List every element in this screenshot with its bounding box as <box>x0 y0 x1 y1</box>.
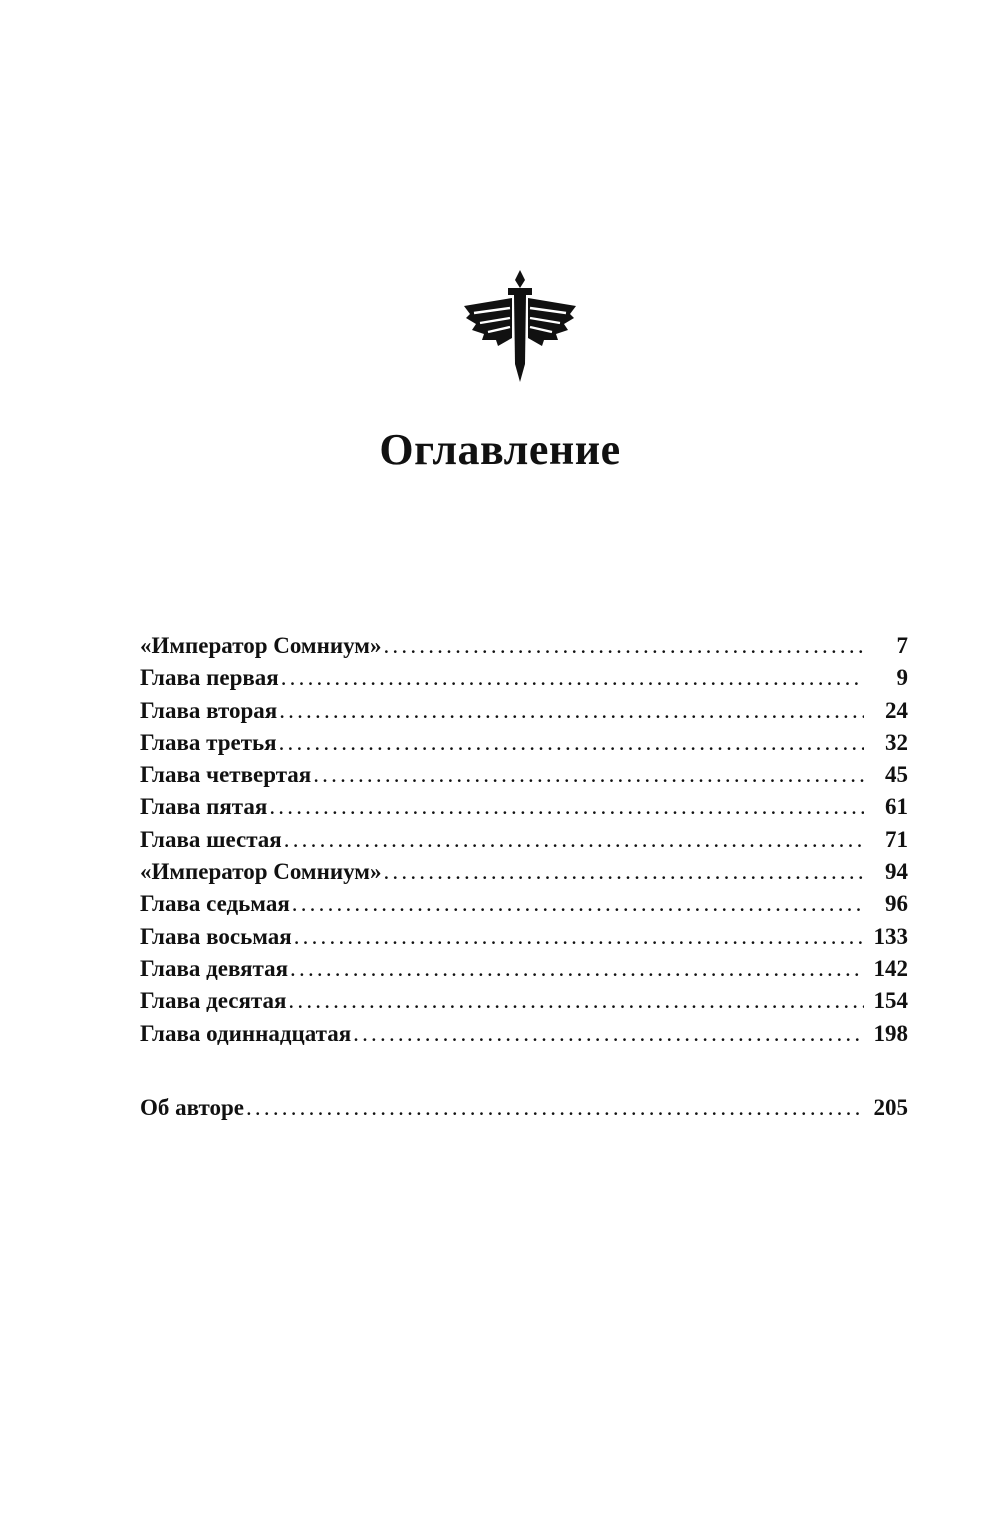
toc-dot-leader <box>294 921 864 953</box>
toc-entry-label: Глава одиннадцатая <box>140 1020 352 1046</box>
toc-dot-leader <box>290 953 864 985</box>
toc-entry <box>140 791 908 823</box>
toc-entry-page: 96 <box>885 891 908 917</box>
toc-entry-label: Глава пятая <box>140 794 268 820</box>
toc-entry-label: Глава третья <box>140 729 277 755</box>
toc-entry <box>140 888 908 920</box>
toc-entry-page: 9 <box>896 665 908 691</box>
toc-entry <box>140 985 908 1017</box>
toc-dot-leader <box>353 1018 864 1050</box>
toc-entry <box>140 824 908 856</box>
toc-dot-leader <box>284 824 864 856</box>
toc-entry-label: Глава девятая <box>140 955 289 981</box>
toc-dot-leader <box>281 662 864 694</box>
toc-dot-leader <box>313 759 864 791</box>
toc-entry <box>140 695 908 727</box>
toc-entry-label: Глава десятая <box>140 988 287 1014</box>
toc-entry-page: 32 <box>885 729 908 755</box>
toc-entry-page: 71 <box>885 826 908 852</box>
toc-entry-page: 61 <box>885 794 908 820</box>
winged-sword-emblem-icon <box>462 268 578 384</box>
toc-entry-page: 45 <box>885 762 908 788</box>
toc-dot-leader <box>279 695 864 727</box>
toc-entry <box>140 1018 908 1050</box>
toc-dot-leader <box>269 791 864 823</box>
page-title: Оглавление <box>379 425 621 474</box>
toc-dot-leader <box>383 630 864 662</box>
toc-dot-leader <box>279 727 864 759</box>
toc-dot-leader <box>246 1092 864 1124</box>
toc-entry-appendix <box>140 1092 908 1124</box>
toc-section-gap <box>140 1050 908 1092</box>
toc-entry-page: 133 <box>873 923 908 949</box>
toc-entry-page: 142 <box>873 955 908 981</box>
toc-entry-label: Глава вторая <box>140 697 278 723</box>
toc-entry <box>140 953 908 985</box>
toc-entry-label: «Император Сомниум» <box>140 633 382 658</box>
toc-entry-label: Глава восьмая <box>140 923 292 949</box>
toc-entry <box>140 921 908 953</box>
toc-entry <box>140 662 908 694</box>
toc-entry-label: Об авторе <box>140 1094 244 1120</box>
toc-entry-label: Глава четвертая <box>140 762 312 788</box>
toc-dot-leader <box>288 985 864 1017</box>
toc-entry-page: 154 <box>873 988 908 1014</box>
toc-entry <box>140 727 908 759</box>
toc-entry-page: 7 <box>896 633 908 658</box>
toc-entry <box>140 856 908 888</box>
toc-entry-page: 198 <box>873 1020 908 1046</box>
toc-entry-label: Глава седьмая <box>140 891 290 917</box>
toc-entry-page: 94 <box>885 859 908 885</box>
toc-dot-leader <box>292 888 864 920</box>
toc-entry <box>140 630 908 662</box>
toc-entry-label: «Император Сомниум» <box>140 859 382 885</box>
toc-entry-page: 24 <box>885 697 908 723</box>
table-of-contents <box>140 630 908 1124</box>
toc-entry-page: 205 <box>873 1094 908 1120</box>
toc-entry <box>140 759 908 791</box>
toc-entry-label: Глава шестая <box>140 826 282 852</box>
toc-dot-leader <box>383 856 864 888</box>
toc-entry-label: Глава первая <box>140 665 279 691</box>
